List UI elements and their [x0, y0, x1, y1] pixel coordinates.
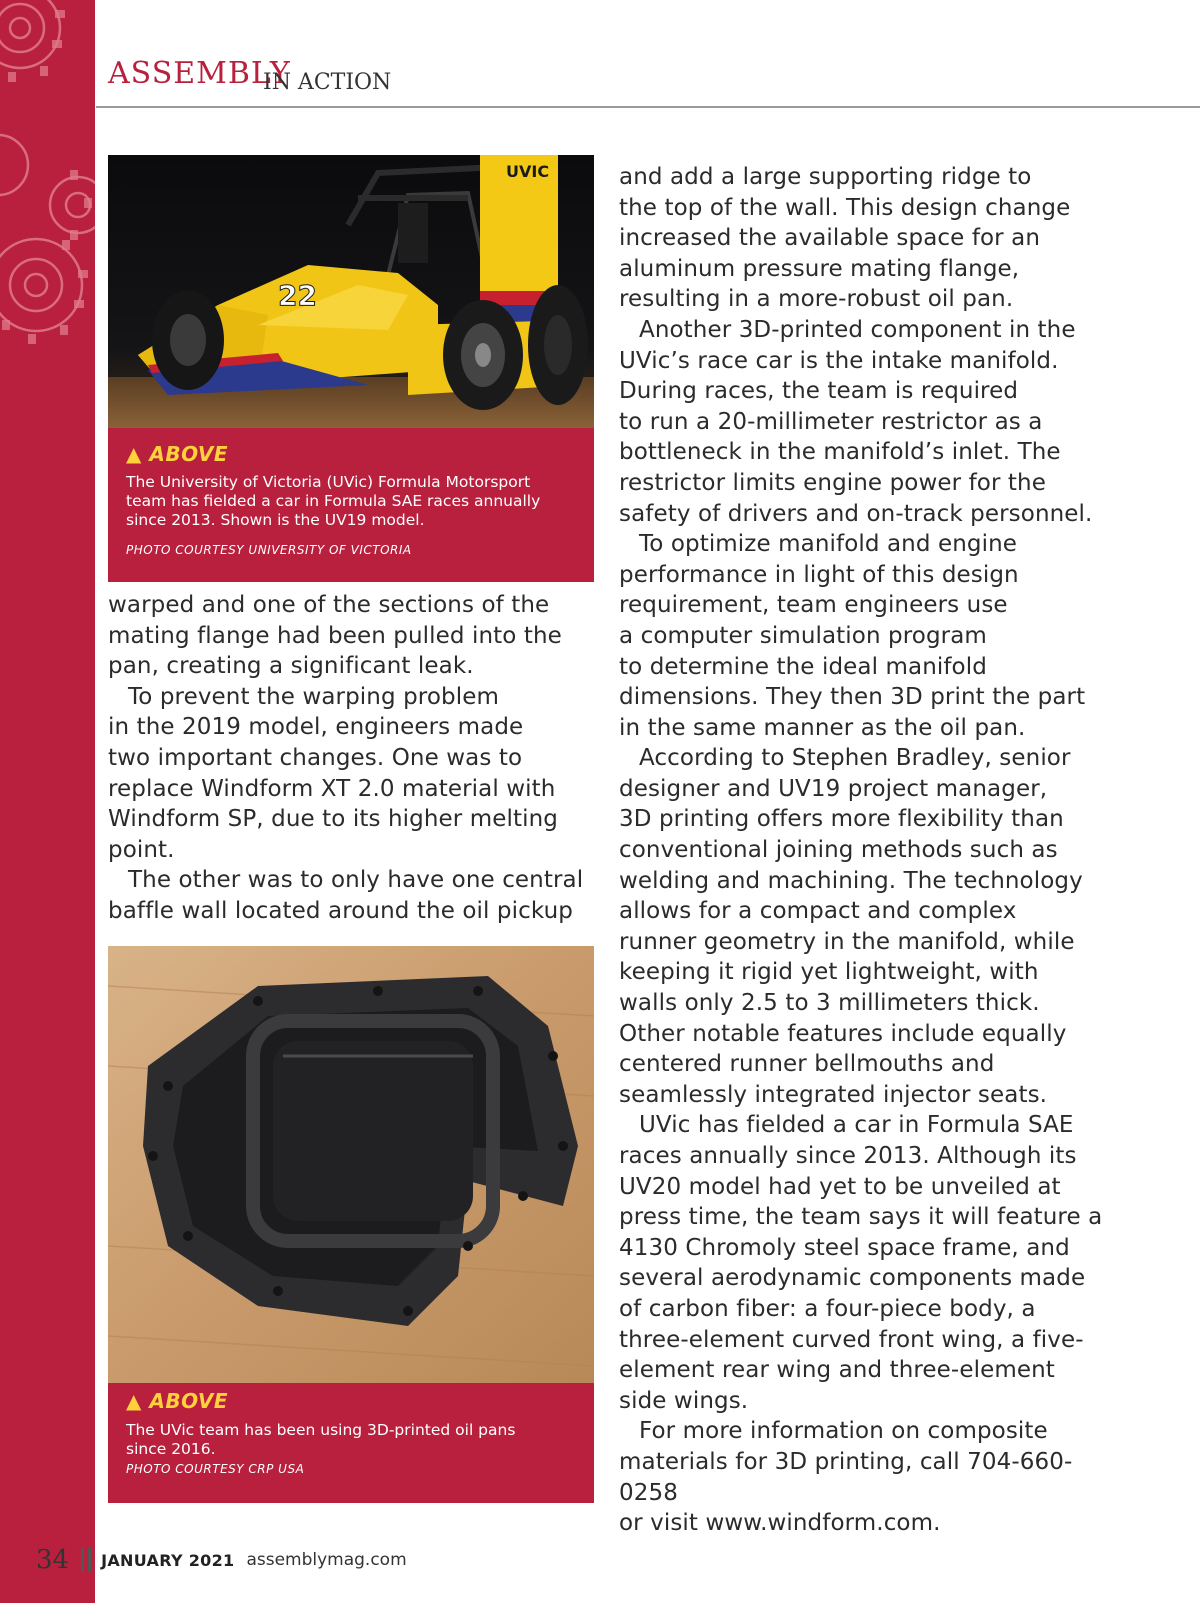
- text-line: performance in light of this design: [619, 561, 1019, 588]
- text-line: centered runner bellmouths and: [619, 1051, 995, 1078]
- text-line: To optimize manifold and engine: [639, 531, 1017, 558]
- sidebar-band: [0, 0, 95, 1603]
- text-line: to run a 20-millimeter restrictor as a: [619, 408, 1043, 435]
- footer-divider: [81, 1548, 91, 1572]
- text-line: restrictor limits engine power for the: [619, 469, 1046, 496]
- race-car-image: [108, 155, 594, 428]
- paragraph: [619, 1416, 1119, 1538]
- page-footer: [36, 1545, 636, 1575]
- text-line: mating flange had been pulled into the: [108, 622, 562, 649]
- text-line: 3D printing offers more flexibility than: [619, 806, 1064, 833]
- text-line: press time, the team says it will feature a: [619, 1204, 1103, 1231]
- article-column-left: [108, 590, 594, 927]
- text-line: bottleneck in the manifold’s inlet. The: [619, 439, 1061, 466]
- paragraph: [108, 682, 594, 866]
- text-line: During races, the team is required: [619, 378, 1019, 405]
- article-column-right: [619, 162, 1119, 1539]
- text-line: designer and UV19 project manager,: [619, 775, 1048, 802]
- text-line: in the same manner as the oil pan.: [619, 714, 1026, 741]
- text-line: 4130 Chromoly steel space frame, and: [619, 1234, 1070, 1261]
- photo-figure-oil-pan: [108, 946, 594, 1503]
- header-divider: [96, 106, 1200, 108]
- text-line: Another 3D-printed component in the: [639, 316, 1076, 343]
- race-car-photo: [108, 155, 594, 428]
- section-title: IN ACTION: [263, 70, 392, 95]
- text-line: races annually since 2013. Although its: [619, 1143, 1077, 1169]
- text-line: UV20 model had yet to be unveiled at: [619, 1173, 1061, 1200]
- photo-caption-1: The University of Victoria (UVic) Formula Motorsport team has fielded a car in Formula SAE races annually since 2013. Shown is the UV19 model.: [126, 473, 541, 529]
- paragraph: [619, 315, 1119, 529]
- text-line: conventional joining methods such as: [619, 837, 1058, 864]
- text-line: allows for a compact and complex: [619, 898, 1017, 925]
- text-line: safety of drivers and on-track personnel.: [619, 500, 1093, 527]
- text-line: pan, creating a significant leak.: [108, 653, 474, 680]
- text-line: walls only 2.5 to 3 millimeters thick.: [619, 990, 1040, 1017]
- photo-figure-car: [108, 155, 594, 582]
- text-line: two important changes. One was to: [108, 744, 523, 771]
- text-line: Other notable features include equally: [619, 1020, 1067, 1047]
- photo-credit-1: PHOTO COURTESY UNIVERSITY OF VICTORIA: [126, 543, 412, 557]
- text-line: replace Windform XT 2.0 material with: [108, 775, 556, 802]
- text-line: UVic’s race car is the intake manifold.: [619, 347, 1059, 374]
- text-line: baffle wall located around the oil pickup: [108, 897, 573, 924]
- paragraph: [108, 590, 594, 682]
- text-line: element rear wing and three-element: [619, 1357, 1055, 1384]
- sidepod-logo: UVIC: [506, 162, 550, 181]
- photo-credit-2: PHOTO COURTESY CRP USA: [126, 1462, 305, 1476]
- text-line: aluminum pressure mating flange,: [619, 255, 1020, 282]
- text-line: welding and machining. The technology: [619, 867, 1083, 894]
- gears-decoration-icon: [0, 0, 95, 380]
- issue-date: JANUARY 2021: [101, 1550, 235, 1570]
- magazine-brand: ASSEMBLY: [108, 56, 291, 91]
- paragraph: [619, 529, 1119, 743]
- paragraph: [619, 743, 1119, 1110]
- text-line: several aerodynamic components made: [619, 1265, 1086, 1292]
- text-line: increased the available space for an: [619, 225, 1041, 252]
- text-line: keeping it rigid yet lightweight, with: [619, 959, 1039, 986]
- text-line: resulting in a more-robust oil pan.: [619, 286, 1014, 313]
- paragraph: [619, 1110, 1119, 1416]
- oil-pan-image: [108, 946, 594, 1383]
- text-line: Windform SP, due to its higher melting: [108, 806, 558, 833]
- text-line: The other was to only have one central: [128, 867, 584, 894]
- text-line: dimensions. They then 3D print the part: [619, 684, 1086, 711]
- text-line: runner geometry in the manifold, while: [619, 928, 1075, 955]
- text-line: UVic has fielded a car in Formula SAE: [639, 1112, 1074, 1139]
- text-line: the top of the wall. This design change: [619, 194, 1071, 221]
- text-line: a computer simulation program: [619, 622, 987, 649]
- paragraph: [108, 865, 594, 926]
- text-line: and add a large supporting ridge to: [619, 164, 1032, 190]
- website-link[interactable]: assemblymag.com: [246, 1550, 407, 1570]
- text-line: To prevent the warping problem: [128, 683, 499, 710]
- text-line: materials for 3D printing, call 704-660-0258: [619, 1448, 1073, 1506]
- text-line: to determine the ideal manifold: [619, 653, 987, 680]
- text-line: in the 2019 model, engineers made: [108, 714, 524, 741]
- caption-tag-above-1: ▲ ABOVE: [126, 442, 228, 466]
- text-line: seamlessly integrated injector seats.: [619, 1081, 1048, 1108]
- page-header: [108, 52, 1200, 100]
- text-line: of carbon fiber: a four-piece body, a: [619, 1295, 1036, 1322]
- text-line: three-element curved front wing, a five-: [619, 1326, 1084, 1353]
- page-number: 34: [36, 1545, 70, 1575]
- text-line: requirement, team engineers use: [619, 592, 1008, 619]
- photo-caption-2: The UVic team has been using 3D-printed oil pans since 2016.: [126, 1421, 516, 1458]
- oil-pan-photo: [108, 946, 594, 1383]
- text-line: warped and one of the sections of the: [108, 592, 550, 618]
- caption-tag-above-2: ▲ ABOVE: [126, 1389, 228, 1413]
- text-line: According to Stephen Bradley, senior: [639, 745, 1071, 772]
- car-number: 22: [278, 279, 317, 312]
- text-line: side wings.: [619, 1387, 749, 1414]
- text-line: For more information on composite: [639, 1418, 1048, 1445]
- paragraph: [619, 162, 1119, 315]
- text-line: point.: [108, 836, 175, 863]
- text-line: or visit www.windform.com.: [619, 1510, 941, 1537]
